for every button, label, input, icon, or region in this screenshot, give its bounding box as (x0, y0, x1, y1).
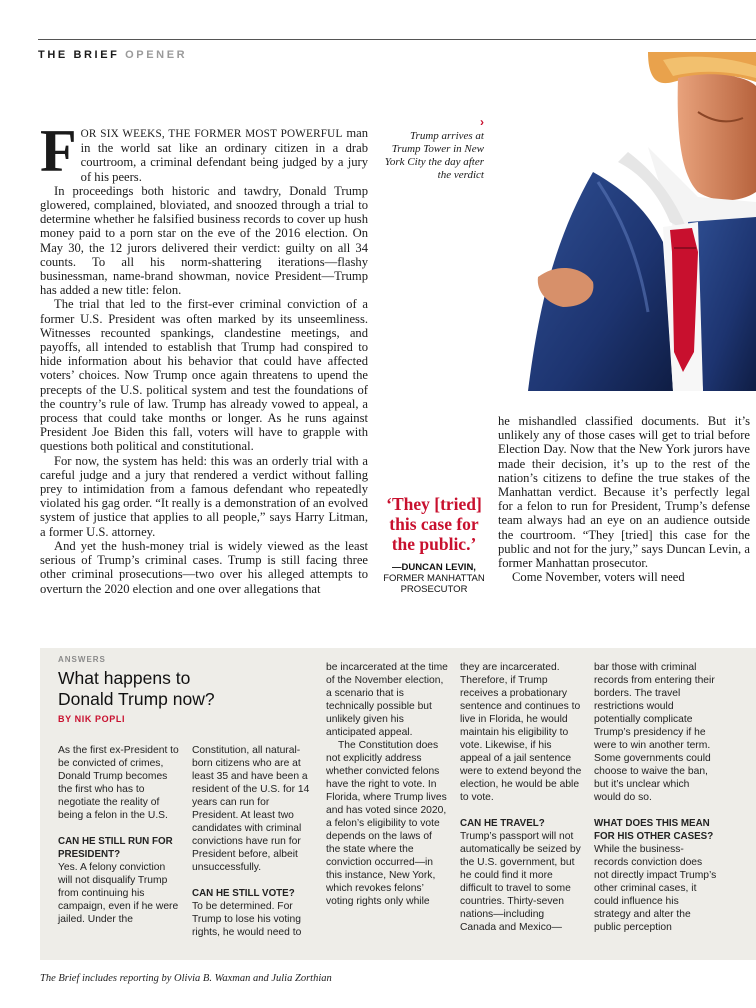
pull-quote-text: ‘They [tried] this case for the public.’ (386, 494, 482, 554)
article-paragraph-3: The trial that led to the first-ever criminal conviction of a former U.S. President was often marked by its unseemliness. Witnesses recounted spankings, clandestine meetings, and payoffs, all intended to establish that Trump had conspired to hide information about his behavior that could have affected voters’ choices. Now Trump once again threatens to upend the precepts of the U.S. political system and test the foundations of the country’s rule of law. Trump has already vowed to appeal, a process that could take months or longer. As he runs against President Joe Biden this fall, voters will have to grapple with questions both political and constitutional. (40, 297, 368, 454)
question-vote: CAN HE STILL VOTE? (192, 888, 295, 899)
article-paragraph-5: And yet the hush-money trial is widely viewed as the least serious of Trump’s criminal cases. Trump is still facing three other criminal prosecutions—two over his alleged attempts to overturn the 2020 election and one over allegations that (40, 538, 368, 596)
lead-in: OR SIX WEEKS, THE FORMER MOST POWERFUL (80, 128, 343, 140)
answers-label: ANSWERS (58, 655, 106, 664)
answer-incarcerated: they are incarcerated. Therefore, if Trump receives a probationary sentence and continues to live in Florida, he would maintain his eligibility to vote. Likewise, if his appeal of a jail sentence were to extend beyond the election, he would be able to vote. (460, 662, 582, 803)
article-col2-paragraph-1: he mishandled classified documents. But it’s unlikely any of those cases will get to trial before Election Day. Now that the New York jurors have made their decision, it’s up to the rest of the nation’s citizens to define the true stakes of the Manhattan verdict. Because it’s perfectly legal for a felon to run for President, Trump’s defense team always had an eye on an audience outside the courtroom. “They [tried] this case for the public and not for the jury,” says Duncan Levin, a former Manhattan prosecutor. (498, 414, 750, 571)
pull-quote (382, 494, 486, 595)
subsection-name: OPENER (125, 49, 188, 61)
answers-column-2 (192, 744, 314, 939)
answer-vote-continued: be incarcerated at the time of the November election, a scenario that is technically possible but unlikely given his anticipated appeal. (326, 662, 448, 738)
section-label (38, 49, 187, 61)
answer-other-cases: While the business-records conviction does not directly impact Trump’s other criminal cases, it could influence his strategy and alter the public perception (594, 844, 717, 933)
question-travel: CAN HE TRAVEL? (460, 818, 545, 829)
answers-byline: BY NIK POPLI (58, 714, 126, 724)
caption-arrow-icon: › (480, 115, 484, 129)
article-col2-paragraph-2: Come November, voters will need (512, 570, 685, 585)
answer-constitution: The Constitution does not explicitly address whether convicted felons have the right to vote. In Florida, where Trump lives and has voted since 2020, a felon’s eligibility to vote depends on the laws of the state where the conviction occurred—in this instance, New York, which revokes felons’ voting rights only while (326, 740, 447, 907)
section-name: THE BRIEF (38, 49, 120, 61)
answers-column-5 (594, 661, 718, 934)
question-other-cases: WHAT DOES THIS MEAN FOR HIS OTHER CASES? (594, 818, 714, 842)
attribution-title: FORMER MANHATTAN PROSECUTOR (383, 573, 485, 595)
answer-vote: To be determined. For Trump to lose his voting rights, he would need to (192, 901, 302, 938)
answer-travel: Trump’s passport will not automatically be seized by the U.S. government, but he could find it more difficult to travel to some countries. Thirty-seven nations—including Canada and Mexico— (460, 831, 581, 933)
attribution-name: —DUNCAN LEVIN, (392, 562, 476, 573)
answers-title: What happens to Donald Trump now? (58, 668, 215, 709)
question-run-for-president: CAN HE STILL RUN FOR PRESIDENT? (58, 836, 173, 860)
answers-intro: As the first ex-President to be convicted of crimes, Donald Trump becomes the first who has to negotiate the reality of being a felon in the U.S. (58, 745, 179, 821)
answer-travel-continued: bar those with criminal records from entering their borders. The travel restrictions would potentially complicate Trump’s presidency if he were to win another term. Some governments could choose to waive the ban, but it’s unclear which would do so. (594, 662, 715, 803)
footer-credit: The Brief includes reporting by Olivia B. Waxman and Julia Zorthian (40, 973, 332, 984)
article-paragraph-2: In proceedings both historic and tawdry, Donald Trump glowered, complained, bloviated, and snoozed through a trial to determine whether he falsified business records to cover up hush money paid to a porn star on the eve of the 2016 election. On May 30, the 12 jurors delivered their verdict: guilty on all 34 counts. To all his norm-shattering iterations—flashy businessman, name-brand showman, novice President—Trump has added a new title: felon. (40, 183, 368, 298)
photo-caption: Trump arrives at Trump Tower in New York City the day after the verdict (384, 130, 484, 181)
dropcap: F (40, 118, 77, 184)
answer-run-continued: Constitution, all natural-born citizens who are at least 35 and have been a resident of the U.S. for 14 years can run for President. At least two candidates with criminal convictions have run for President before, albeit unsuccessfully. (192, 745, 310, 873)
paragraph-1-rest: man in the world sat like an ordinary citizen in a drab courtroom, a criminal defendant being judged by a jury of his peers. (80, 126, 368, 184)
answer-run-for-president: Yes. A felony conviction will not disqualify Trump from continuing his campaign, even if he were jailed. Under the (58, 862, 179, 925)
article-paragraph-4: For now, the system has held: this was an orderly trial with a careful judge and a jury that rendered a verdict without falling prey to intimidation from a famous defendant who repeatedly violated his gag order. “It really is a demonstration of an evolved system of justice that applies to all people,” says Harry Litman, a former U.S. attorney. (40, 453, 368, 539)
photo-caption-block (382, 116, 484, 182)
article-column-1 (40, 118, 368, 596)
pull-quote-attribution (382, 562, 486, 595)
answers-column-1 (58, 744, 180, 926)
trump-photo (498, 52, 756, 391)
answers-column-4 (460, 661, 582, 934)
article-paragraph-1 (40, 118, 368, 184)
answers-sidebar (40, 648, 756, 960)
top-rule (38, 39, 756, 40)
article-column-2 (498, 414, 750, 584)
answers-column-3 (326, 661, 448, 908)
